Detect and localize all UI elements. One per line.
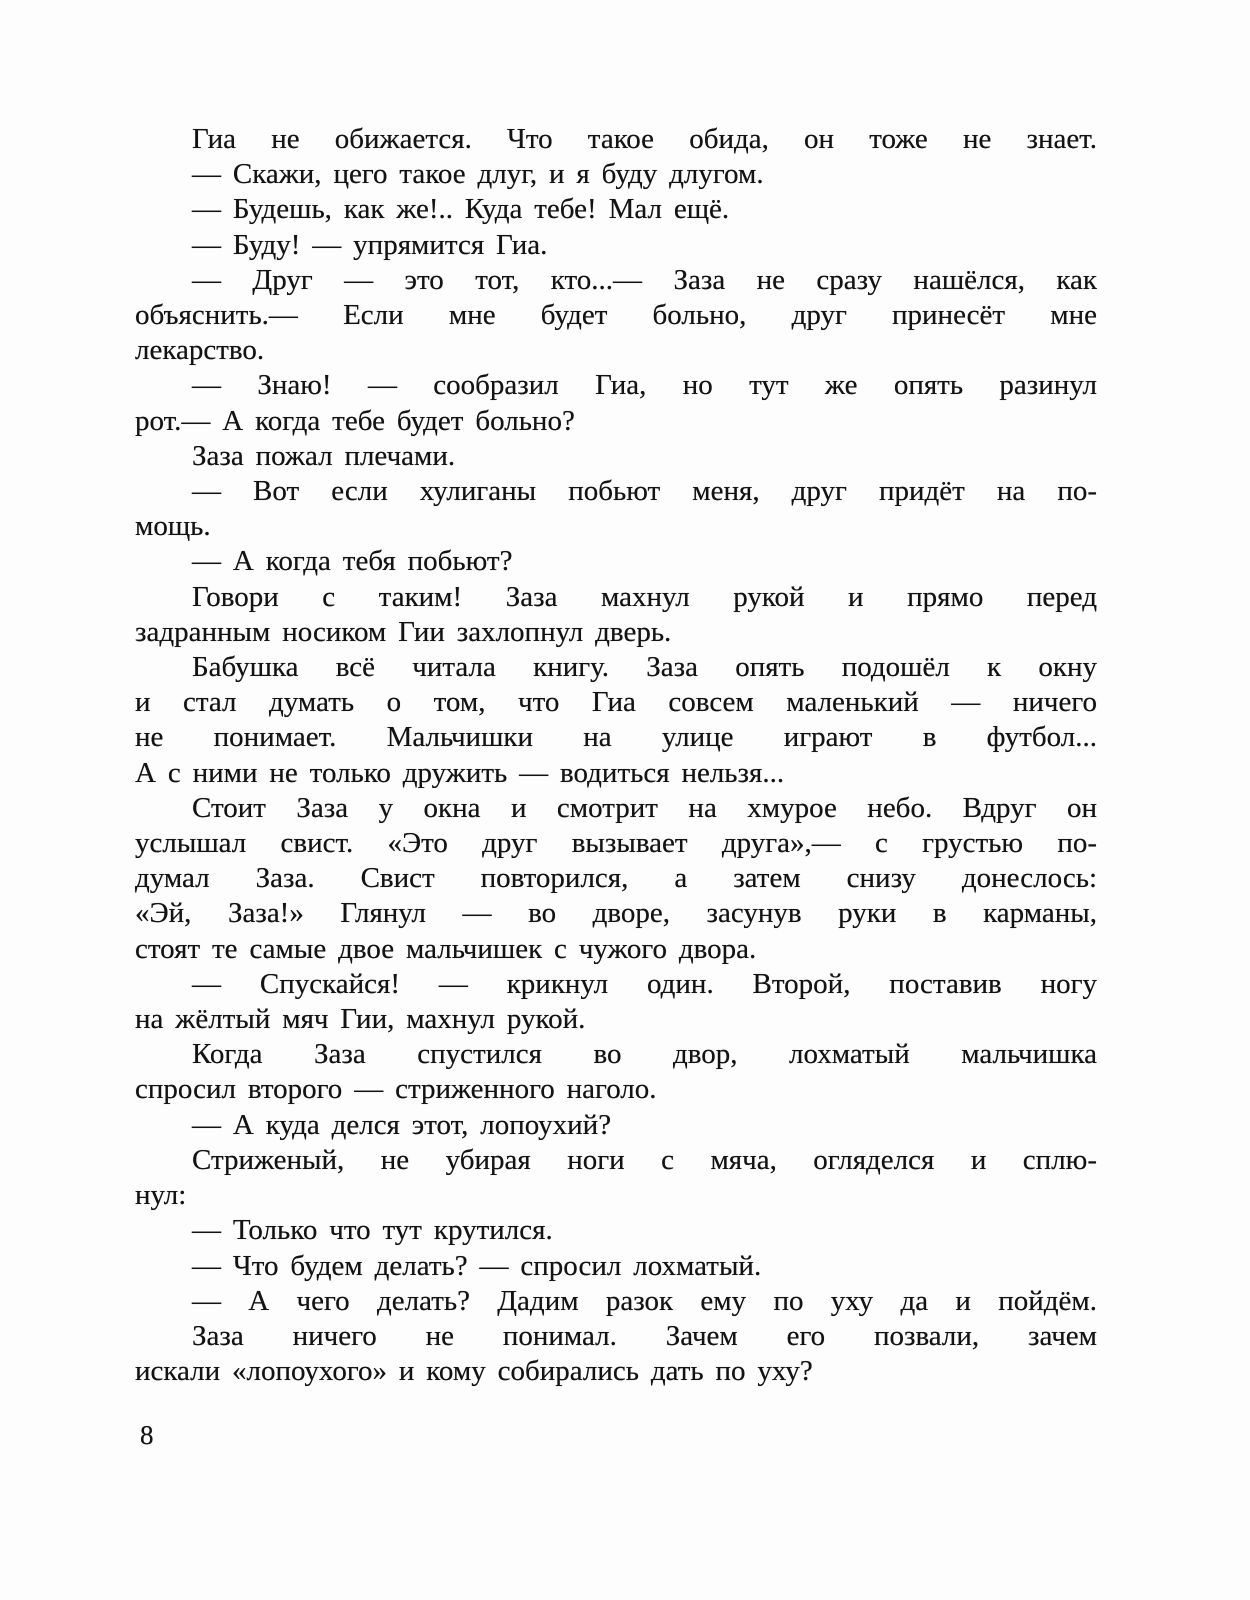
text-line: мощь. bbox=[135, 510, 211, 543]
text-line: искали «лопоухого» и кому собирались дать по уху? bbox=[135, 1355, 813, 1388]
text-line: — Вот если хулиганы побьют меня, друг придёт на по- bbox=[192, 475, 1097, 508]
page-number: 8 bbox=[140, 1420, 154, 1450]
text-line: спросил второго — стриженного наголо. bbox=[135, 1073, 657, 1106]
text-line: и стал думать о том, что Гиа совсем маленький — ничего bbox=[135, 686, 1097, 719]
text-line: Говори с таким! Заза махнул рукой и прямо перед bbox=[192, 580, 1097, 613]
text-line: Заза пожал плечами. bbox=[192, 439, 456, 472]
text-line: — Спускайся! — крикнул один. Второй, поставив ногу bbox=[192, 967, 1097, 1000]
text-line: рот.— А когда тебе будет больно? bbox=[135, 404, 575, 437]
text-line: Бабушка всё читала книгу. Заза опять подошёл к окну bbox=[192, 651, 1097, 684]
text-line: — Будешь, как же!.. Куда тебе! Мал ещё. bbox=[192, 193, 730, 226]
text-line: — Буду! — упрямится Гиа. bbox=[192, 228, 548, 261]
text-line: — Друг — это тот, кто...— Заза не сразу нашёлся, как bbox=[192, 263, 1097, 296]
text-line: стоят те самые двое мальчишек с чужого двора. bbox=[135, 932, 757, 965]
text-line: объяснить.— Если мне будет больно, друг принесёт мне bbox=[135, 299, 1097, 332]
text-line: — Только что тут крутился. bbox=[192, 1214, 553, 1247]
text-line: Гиа не обижается. Что такое обида, он тоже не знает. bbox=[192, 123, 1097, 155]
text-line: — Что будем делать? — спросил лохматый. bbox=[192, 1249, 762, 1282]
text-line: — А чего делать? Дадим разок ему по уху да и пойдём. bbox=[192, 1284, 1097, 1317]
text-line: задранным носиком Гии захлопнул дверь. bbox=[135, 615, 672, 648]
text-line: — А куда делся этот, лопоухий? bbox=[192, 1108, 612, 1141]
text-line: Стриженый, не убирая ноги с мяча, огляделся и сплю- bbox=[192, 1143, 1097, 1176]
text-line: лекарство. bbox=[135, 334, 265, 367]
text-line: на жёлтый мяч Гии, махнул рукой. bbox=[135, 1003, 586, 1036]
text-line: — Знаю! — сообразил Гиа, но тут же опять разинул bbox=[192, 369, 1097, 402]
text-line: — Скажи, цего такое длуг, и я буду длугом. bbox=[192, 158, 764, 191]
text-line: А с ними не только дружить — водиться нельзя... bbox=[135, 756, 785, 789]
text-line: Стоит Заза у окна и смотрит на хмурое небо. Вдруг он bbox=[192, 791, 1097, 824]
text-line: услышал свист. «Это друг вызывает друга»,— с грустью по- bbox=[135, 827, 1097, 860]
text-line: — А когда тебя побьют? bbox=[192, 545, 513, 578]
text-line: Заза ничего не понимал. Зачем его позвали, зачем bbox=[192, 1319, 1097, 1352]
text-line: не понимает. Мальчишки на улице играют в футбол... bbox=[135, 721, 1097, 754]
text-line: нул: bbox=[135, 1179, 187, 1212]
text-line: «Эй, Заза!» Глянул — во дворе, засунув руки в карманы, bbox=[135, 897, 1097, 930]
text-line: Когда Заза спустился во двор, лохматый мальчишка bbox=[192, 1038, 1097, 1071]
text-line: думал Заза. Свист повторился, а затем снизу донеслось: bbox=[135, 862, 1097, 895]
page-text bbox=[135, 122, 1097, 1389]
